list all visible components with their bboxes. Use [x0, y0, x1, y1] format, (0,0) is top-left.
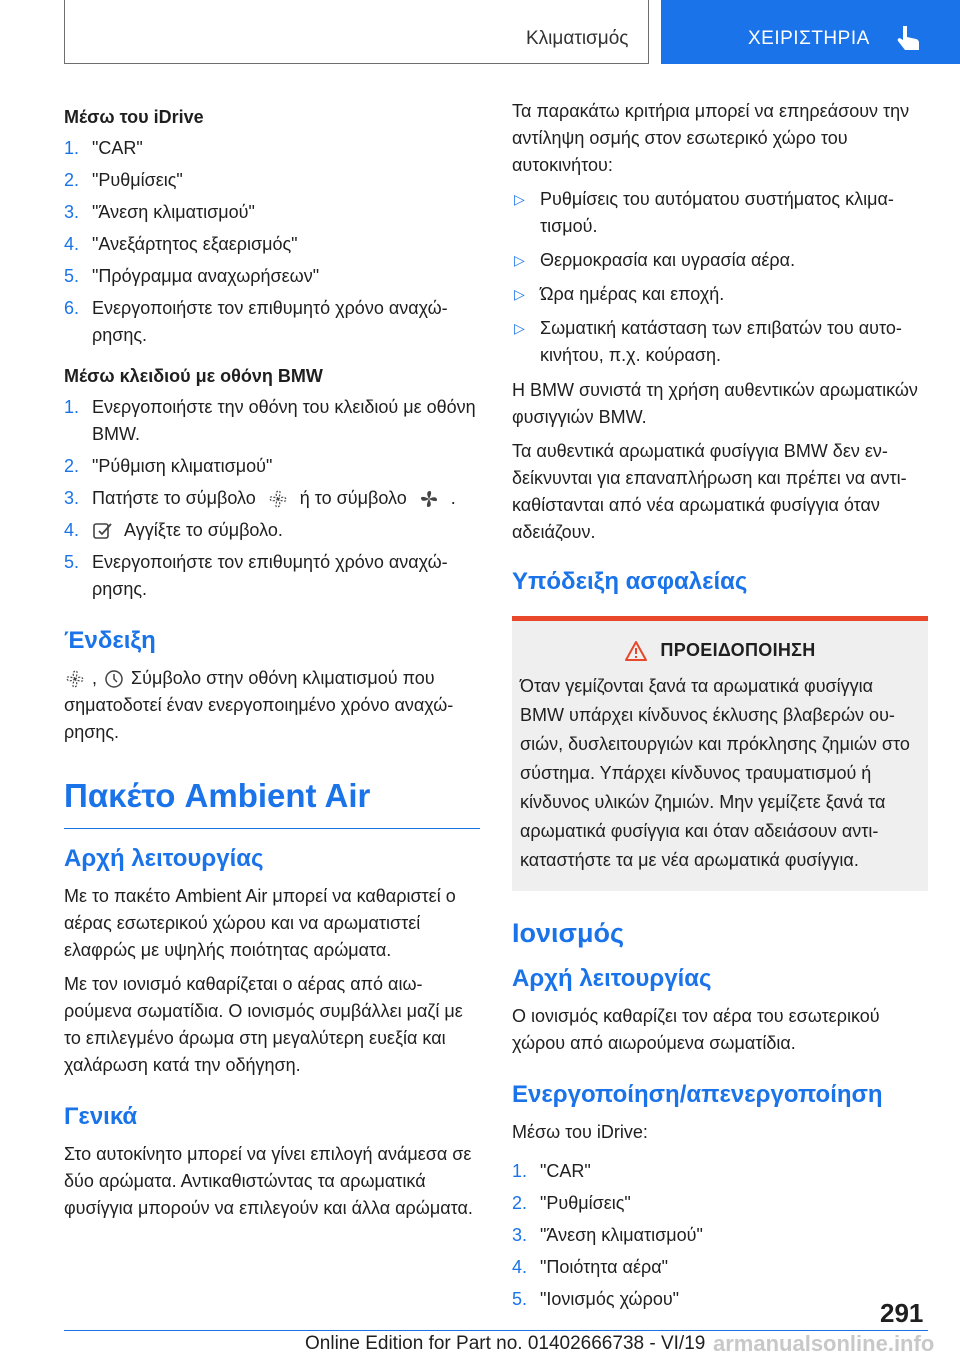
ambient-air-heading: Πακέτο Ambient Air — [64, 777, 371, 814]
original-cartridges-paragraph: Τα αυθεντικά αρωματικά φυσίγγια BMW δεν ενδείκνυνται για επαναπλήρωση και πρέπει να αντικαθίστανται από νέα αρωματικά φυσίγγια όταν αδειάζουν. — [512, 441, 907, 542]
list-item: 3. "Άνεση κλιματισμού" — [512, 1225, 703, 1245]
general-heading: Γενικά — [64, 1103, 138, 1130]
ventilation-fan-icon — [267, 488, 289, 510]
list-item: ▷ Ρυθμίσεις του αυτόματου συστήματος κλιματισμού. — [512, 186, 928, 240]
list-item: 5. "Ιονισμός χώρου" — [512, 1289, 680, 1309]
warning-text: Όταν γεμίζονται ξανά τα αρωματικά φυσίγγια BMW υπάρχει κίνδυνος έκλυσης βλαβερών ουσιών, δυσλειτουργιών και πρόκλησης ζημιών στο σύστημα. Υπάρχει κίνδυνος τραυματισμού ή κίνδυνος υλικών ζημιών. Μην γεμίζετε ξανά τα αρωματικά φυσίγγια και όταν αδειάσουν αντικαταστήστε τα με νέα αρωματικά φυσίγγια. — [520, 676, 910, 870]
indication-heading: Ένδειξη — [64, 627, 156, 654]
ventilation-fan-icon — [64, 668, 86, 690]
list-item: 1. "CAR" — [64, 138, 143, 158]
triangle-bullet-icon: ▷ — [514, 286, 525, 302]
activation-steps — [512, 1158, 928, 1313]
list-item: 3. Πατήστε το σύμβολο ή το σύμβολο . — [64, 485, 480, 512]
activation-heading: Ενεργοποίηση/απενεργοποίηση — [512, 1081, 883, 1108]
warning-box — [512, 616, 928, 891]
ventilation-fan-filled-icon — [418, 488, 440, 510]
header-section-title: Κλιματισμός — [526, 28, 629, 49]
checkbox-check-icon — [92, 520, 114, 542]
heading-divider — [64, 828, 480, 829]
key-heading: Μέσω κλειδιού με οθόνη BMW — [64, 366, 323, 386]
triangle-bullet-icon: ▷ — [514, 252, 525, 268]
hand-pointer-icon — [893, 22, 925, 54]
list-item: 4. "Ποιότητα αέρα" — [512, 1257, 669, 1277]
right-column — [512, 98, 928, 1323]
list-item: 4. "Ανεξάρτητος εξαερισμός" — [64, 234, 298, 254]
list-item: 2. "Ρυθμίσεις" — [512, 1193, 631, 1213]
header-manual-title: ΧΕΙΡΙΣΤΗΡΙΑ — [748, 28, 870, 49]
list-item: 5. Ενεργοποιήστε τον επιθυμητό χρόνο αναχώρησης. — [64, 552, 448, 599]
triangle-bullet-icon: ▷ — [514, 320, 525, 336]
list-item: ▷ Ώρα ημέρας και εποχή. — [512, 281, 928, 308]
list-item: 5. "Πρόγραμμα αναχωρήσεων" — [64, 266, 320, 286]
clock-icon — [103, 668, 125, 690]
warning-triangle-icon — [624, 640, 648, 662]
key-steps — [64, 394, 480, 603]
footer-watermark: armanualsonline.info — [713, 1331, 935, 1356]
idrive-steps — [64, 135, 480, 349]
principle-paragraph-1: Με το πακέτο Ambient Air μπορεί να καθαριστεί ο αέρας εσωτερικού χώρου και να αρωματιστεί ελαφρώς με υψηλής ποιότητας αρώματα. — [64, 886, 456, 960]
list-item: 6. Ενεργοποιήστε τον επιθυμητό χρόνο αναχώρησης. — [64, 298, 448, 345]
footer-edition: Online Edition for Part no. 01402666738 - VI/19 — [305, 1333, 706, 1354]
warning-title: ΠΡΟΕΙΔΟΠΟΙΗΣΗ — [660, 640, 816, 660]
activation-via: Μέσω του iDrive: — [512, 1122, 648, 1142]
list-item: 1. "CAR" — [512, 1161, 591, 1181]
idrive-heading: Μέσω του iDrive — [64, 107, 204, 127]
list-item: ▷ Σωματική κατάσταση των επιβατών του αυτοκινήτου, π.χ. κούραση. — [512, 315, 928, 369]
ion-principle-text: Ο ιονισμός καθαρίζει τον αέρα του εσωτερικού χώρου από αιωρούμενα σωματίδια. — [512, 1006, 880, 1053]
list-item: 3. "Άνεση κλιματισμού" — [64, 202, 255, 222]
list-item: ▷ Θερμοκρασία και υγρασία αέρα. — [512, 247, 928, 274]
criteria-list — [512, 186, 928, 369]
indication-text: , Σύμβολο στην οθόνη κλιματισμού που σηματοδοτεί έναν ενεργοποιημένο χρόνο αναχώρησης. — [64, 668, 454, 742]
general-paragraph: Στο αυτοκίνητο μπορεί να γίνει επιλογή ανάμεσα σε δύο αρώματα. Αντικαθιστώντας τα αρωματικά φυσίγγια μπορούν να επιλεγούν και άλλα αρώματα. — [64, 1144, 473, 1218]
list-item: 4. Αγγίξτε το σύμβολο. — [64, 517, 480, 544]
principle-paragraph-2: Με τον ιονισμό καθαρίζεται ο αέρας από αιωρούμενα σωματίδια. Ο ιονισμός συμβάλλει μαζί με το επιλεγμένο άρωμα στη μεγαλύτερη ευεξία και χαλάρωση κατά την οδήγηση. — [64, 974, 463, 1075]
ion-principle-heading: Αρχή λειτουργίας — [512, 965, 712, 992]
ionization-heading: Ιονισμός — [512, 918, 625, 948]
list-item: 1. Ενεργοποιήστε την οθόνη του κλειδιού με οθόνη BMW. — [64, 397, 476, 444]
list-item: 2. "Ρυθμίσεις" — [64, 170, 183, 190]
criteria-intro: Τα παρακάτω κριτήρια μπορεί να επηρεάσουν την αντίληψη οσμής στον εσωτερικό χώρο του αυτοκινήτου: — [512, 101, 910, 175]
principle-heading: Αρχή λειτουργίας — [64, 845, 264, 872]
recommendation-paragraph: Η BMW συνιστά τη χρήση αυθεντικών αρωματικών φυσιγγιών BMW. — [512, 380, 918, 427]
safety-heading: Υπόδειξη ασφαλείας — [512, 568, 748, 595]
triangle-bullet-icon: ▷ — [514, 191, 525, 207]
list-item: 2. "Ρύθμιση κλιματισμού" — [64, 456, 273, 476]
page-number: 291 — [880, 1298, 924, 1328]
left-column — [64, 104, 480, 1229]
